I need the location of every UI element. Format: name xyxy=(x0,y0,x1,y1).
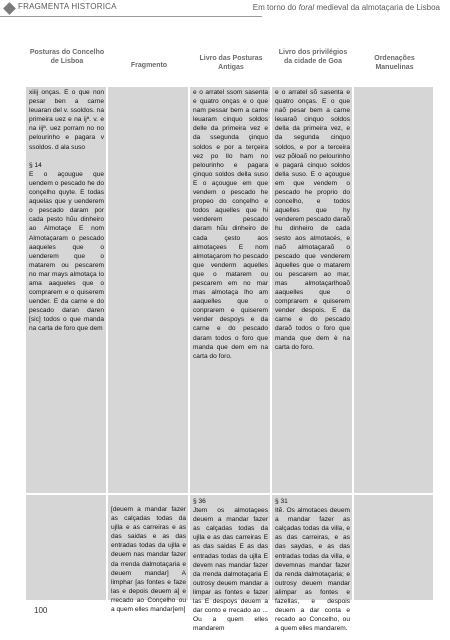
row1-posturas-text: xiiij onças. E o que non pesar ben a carne leuaran del v. ssoldos. na primeira uez e na ijª. v. e na iijª. uez porram no no pelourinho e pagara v ssoldos. d ala suso § 14 E o açougue que uendem o pescado he do conçelho quyte. E todas aquelas que y uenderem o pescado daram por cada pesto hũu dinheiro ao Almotaçe E nom Almotaçaram o pescado aaqueles que o uenderem que o matarem ou pescarem no mar mays almotaça lo ama aaqueles que o comprarem e o quiserem uender. E da carne e do pescado daran daren [sic] todos o que manda na carta de foro que dem xyxy=(29,89,104,333)
page-number: 100 xyxy=(34,606,48,615)
row2-posturas-block xyxy=(26,495,106,600)
column-header-livro-antigas: Livro das Posturas Antigas xyxy=(199,55,263,71)
row2-livro-antigas-text: § 36 Jtem os almotaçees deuem a mandar fazer as calçadas todas da ujlla e as das carreiras E as das saidas E as das entradas todas da ujlla E devem nas mandar fazer da rrenda dalmotaçaria E outrosy deuem mandar a limpar as fontes e fazer las E despoys deuem a dar conto e rrecado ao ... Ou a quem elles mandarem xyxy=(193,498,268,633)
document-title-emphasis: foral xyxy=(298,3,315,12)
row1-fragmento-block xyxy=(108,87,188,493)
row1-ordenacoes-block xyxy=(354,87,433,493)
column-header-ordenacoes: Ordenações Manuelinas xyxy=(374,55,415,71)
row2-livro-goa-text: § 31 Itẽ. Os almotaces deuem a mandar fazer as calçadas todas da villa, e as das carreiras, e as das saydas, e as das entradas todas da villa, e devemnas mandar fazer da renda dalmotaçaria; e outrosy deuem mandar alimpar as fontes e fazellas, e despois deuem a dar conta e recado ao Concelho, ou a quem elles mandarem. xyxy=(275,498,350,633)
document-title-suffix: medieval da almotaçaria de Lisboa xyxy=(314,3,440,12)
column-header-fragmento: Fragmento xyxy=(130,62,168,69)
journal-title: FRAGMENTA HISTORICA xyxy=(18,2,117,11)
row2-ordenacoes-block xyxy=(354,495,433,600)
row1-livro-antigas-text: e o arratel ssom sasenta e quatro onças e o que nam pessar bem a carne leuaram cinquo soldos delle da primeira vez e da ssegunda çinquo soldos e por a terçeira vez po llo ham no pelourinho e pagara çinquo soldos della suso E o açougue em que vendem o pescado he propeo do conçelho e todos aquelles que hi venderem pescado daram hũu dinheiro de cada çesto aos almotaçees E nom almotaçarom ho pescado que venderm aquelles que o matarem ou pescarem em no mar mas almotaça lho am aaquelles que o conprarem e quiserem vender despoys e da carne e do pescado daram todos o foro que manda que dem em na carta do foro. xyxy=(193,89,268,360)
document-title xyxy=(200,2,440,13)
page-header xyxy=(0,0,450,40)
column-header-livro-goa: Livro dos privilégios da cidade de Goa xyxy=(278,49,348,65)
column-headers xyxy=(26,48,433,84)
document-title-prefix: Em torno do xyxy=(252,3,299,12)
column-header-posturas: Posturas do Concelho de Lisboa xyxy=(29,49,105,65)
row1-livro-goa-text: e o arratel sõ sasenta e quatro onças. E o que naõ pesar bem a carne leuaraõ cinquo soldos della da primeira vez, e da segunda cinquo soldos, e por a terceira vez põloaõ no pelourinho e pagará cinquo soldos della suso. E o açougue em que vendem o pescado he proprio do concelho, e todos aquelles que hy venderem pescado daraõ hu dinheiro de cada sesto aos almotacés, e naõ almotaçaraõ o pescado que venderem àquelles que o matarem ou pescarem ao mar, mas almotaçarlhoaõ aaquelles que o comprarem e quiserem vender despois. E da carne e do pescado daraõ todos o foro que manda que dem è na carta do foro. xyxy=(275,89,350,351)
row2-fragmento-text: [deuem a mandar fazer as calçadas todas da ujlla e as carreiras e as das saidas e as das entradas todas da ujlla e deuem nas mandar fazer da rrenda dalmotaçaria e deuem mandar] A limphar [as fontes e faze las e depois deuem a] e rrecado ao Conçelho ou a quem elles mandar[em] xyxy=(111,506,186,614)
header-rule xyxy=(0,16,262,17)
logo-icon xyxy=(3,2,16,15)
